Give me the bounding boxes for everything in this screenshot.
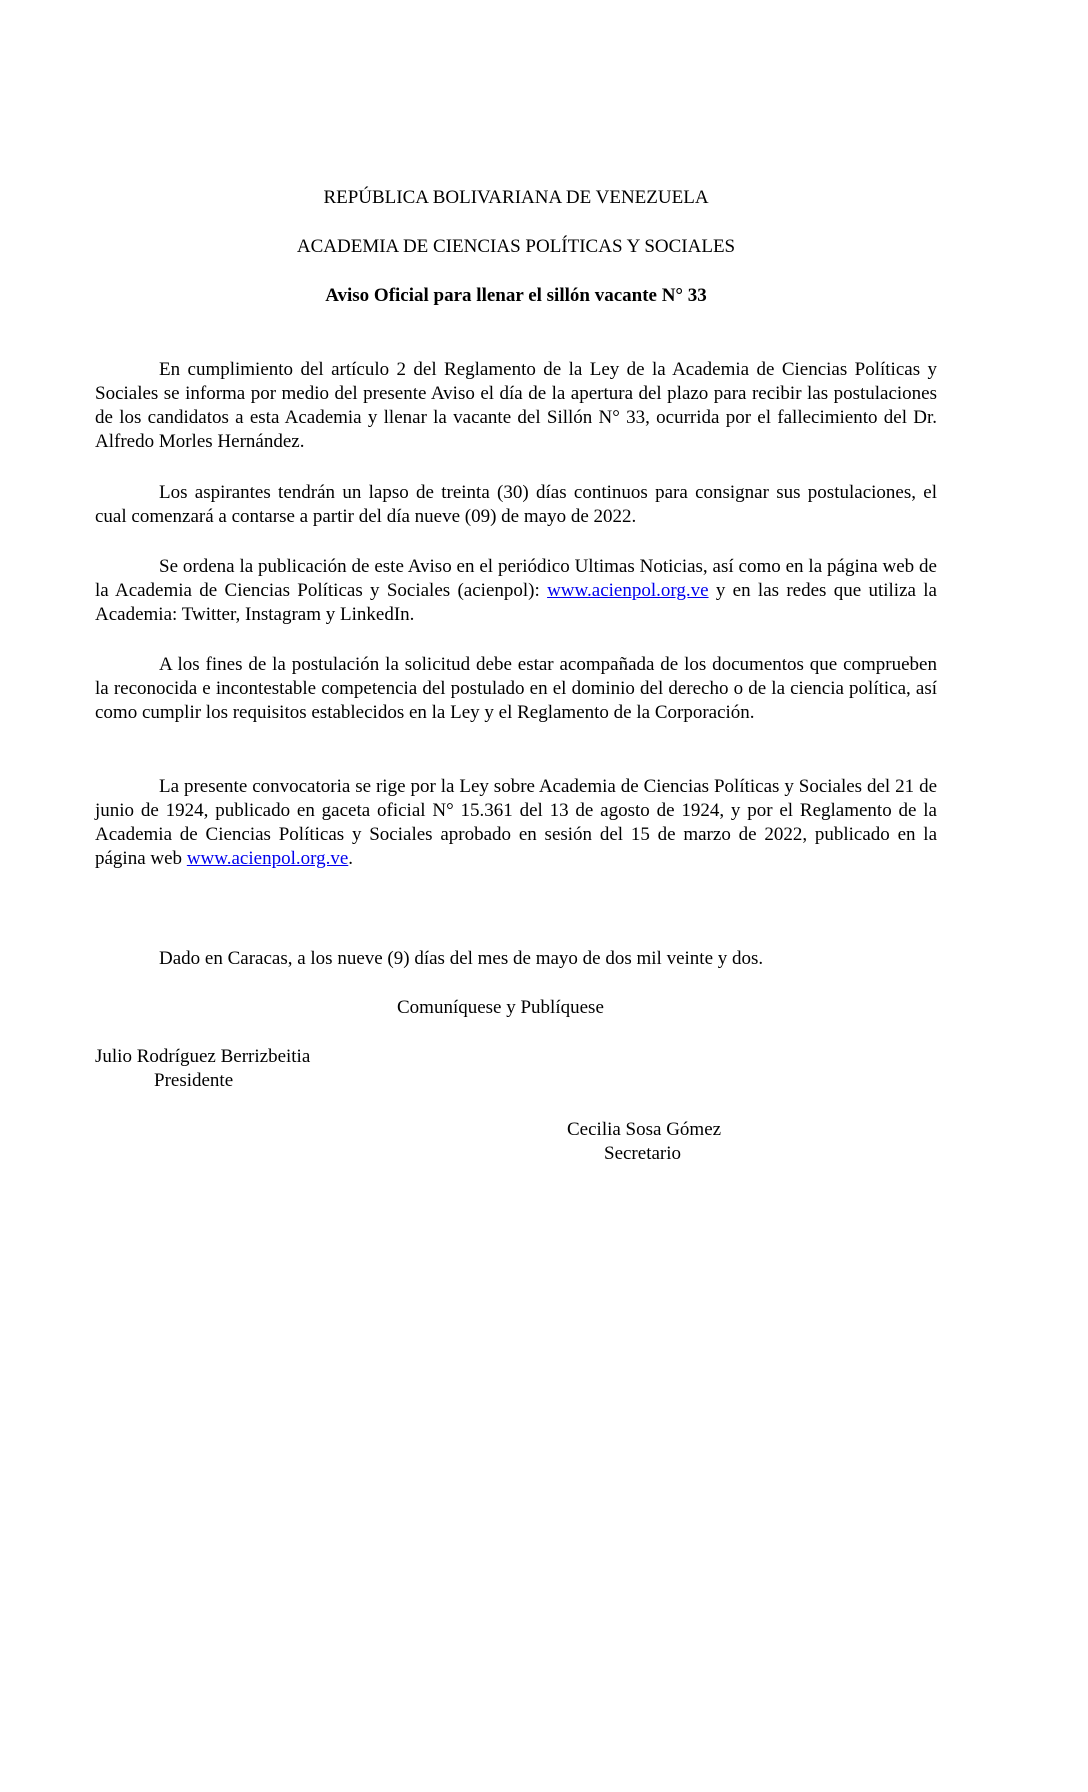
paragraph-article-2: En cumplimiento del artículo 2 del Reglamento de la Ley de la Academia de Ciencias Políticas y Sociales se informa por medio del presente Aviso el día de la apertura del plazo para recibir las postulaciones de los candidatos a esta Academia y llenar la vacante del Sillón N° 33, ocurrida por el fallecimiento del Dr. Alfredo Morles Hernández. <box>95 359 937 452</box>
president-title: Presidente <box>154 1070 234 1091</box>
secretary-name: Cecilia Sosa Gómez <box>567 1119 722 1140</box>
paragraph-publication <box>95 555 937 627</box>
acienpol-website-link[interactable]: www.acienpol.org.ve <box>547 580 709 601</box>
communicate-publish: Comuníquese y Publíquese <box>397 997 604 1018</box>
paragraph-publication-text: Se ordena la publicación de este Aviso en el periódico Ultimas Noticias, así como en la página web de la Academia de Ciencias Políticas y Sociales (acienpol): <box>95 556 937 601</box>
acienpol-website-link-2[interactable]: www.acienpol.org.ve <box>186 848 349 869</box>
paragraph-application-period: Los aspirantes tendrán un lapso de treinta (30) días continuos para consignar sus postulaciones, el cual comenzará a contarse a partir del día nueve (09) de mayo de 2022. <box>95 482 937 527</box>
institution-heading: ACADEMIA DE CIENCIAS POLÍTICAS Y SOCIALES <box>296 236 736 257</box>
given-in-caracas: Dado en Caracas, a los nueve (9) días del mes de mayo de dos mil veinte y dos. <box>159 948 764 969</box>
paragraph-legal-basis-text: La presente convocatoria se rige por la Ley sobre Academia de Ciencias Políticas y Sociales del 21 de junio de 1924, publicado en gaceta oficial N° 15.361 del 13 de agosto de 1924, y por el Reglamento de la Academia de Ciencias Políticas y Sociales aprobado en sesión del 15 de marzo de 2022, publicado en la página web <box>95 776 937 869</box>
paragraph-legal-basis-end: . <box>348 848 354 869</box>
secretary-title: Secretario <box>604 1143 682 1164</box>
paragraph-requirements: A los fines de la postulación la solicitud debe estar acompañada de los documentos que comprueben la reconocida e incontestable competencia del postulado en el dominio del derecho o de la ciencia política, así como cumplir los requisitos establecidos en la Ley y el Reglamento de la Corporación. <box>95 654 937 723</box>
paragraph-publication-text-end: y en las redes que utiliza la Academia: Twitter, Instagram y LinkedIn. <box>95 580 937 625</box>
paragraph-legal-basis <box>95 775 937 871</box>
notice-title: Aviso Oficial para llenar el sillón vacante N° 33 <box>325 285 707 306</box>
president-name: Julio Rodríguez Berrizbeitia <box>95 1046 311 1067</box>
country-heading: REPÚBLICA BOLIVARIANA DE VENEZUELA <box>323 187 709 208</box>
